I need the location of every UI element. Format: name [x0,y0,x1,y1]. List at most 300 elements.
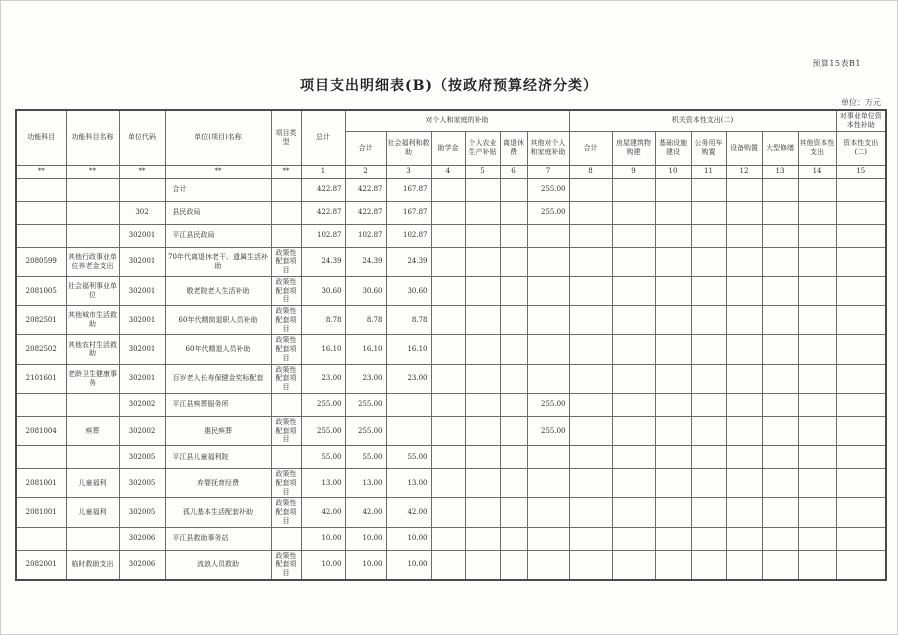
table-cell [527,306,569,335]
table-cell [726,393,762,416]
table-row [16,276,886,305]
table-cell: 县民政局 [165,201,271,224]
table-cell [655,364,691,393]
table-cell [612,393,655,416]
table-cell [726,364,762,393]
table-cell [726,498,762,527]
table-cell [836,469,886,498]
table-cell [762,550,798,580]
table-cell [762,306,798,335]
table-cell: 60年代精退人员补助 [165,335,271,364]
table-cell [691,276,726,305]
col-index: 2 [345,165,386,178]
table-cell [691,247,726,276]
table-cell [500,550,527,580]
table-cell [762,224,798,247]
table-cell: 政策性配套项目 [271,364,301,393]
table-cell [762,416,798,445]
table-cell: 2082501 [16,306,66,335]
table-cell [500,247,527,276]
col-index: ** [16,165,66,178]
table-cell [465,393,500,416]
table-cell [569,498,612,527]
table-cell [655,469,691,498]
table-cell [655,335,691,364]
table-cell: 16.10 [386,335,431,364]
table-row [16,201,886,224]
table-cell [612,416,655,445]
col-index: 15 [836,165,886,178]
table-cell [798,364,836,393]
table-cell: 42.00 [301,498,345,527]
table-cell [431,306,465,335]
table-cell: 422.87 [345,178,386,201]
table-cell [271,446,301,469]
doc-code: 预算15表B1 [812,59,861,68]
table-cell: 8.78 [345,306,386,335]
table-row [16,416,886,445]
table-row [16,446,886,469]
table-cell [500,416,527,445]
subcol-header: 合计 [569,131,612,165]
table-cell [431,335,465,364]
table-cell: 255.00 [301,393,345,416]
table-cell [655,178,691,201]
table-cell [500,527,527,550]
table-cell [465,178,500,201]
table-cell: 社会福利事业单位 [66,276,119,305]
table-cell [16,527,66,550]
table-cell [612,446,655,469]
table-cell [569,527,612,550]
table-cell [655,276,691,305]
table-cell [612,364,655,393]
table-cell [465,364,500,393]
table-cell: 政策性配套项目 [271,276,301,305]
table-cell [431,224,465,247]
table-cell [431,393,465,416]
table-cell [726,335,762,364]
table-row [16,364,886,393]
table-cell: 55.00 [301,446,345,469]
table-row [16,393,886,416]
table-cell [271,178,301,201]
table-cell: 合计 [165,178,271,201]
table-row [16,224,886,247]
table-cell [465,527,500,550]
table-cell: 302005 [119,446,165,469]
table-cell: 8.78 [386,306,431,335]
table-cell: 其他行政事业单位养老金支出 [66,247,119,276]
table-cell [527,335,569,364]
table-row [16,498,886,527]
table-cell [762,178,798,201]
table-cell [836,335,886,364]
table-cell: 10.00 [345,550,386,580]
col-header-unit-code: 单位代码 [119,110,165,165]
table-cell [500,393,527,416]
subcol-header: 个人农业生产补贴 [465,131,500,165]
table-cell [836,178,886,201]
subcol-header: 房屋建筑物购建 [612,131,655,165]
table-cell: 167.87 [386,178,431,201]
table-cell [836,247,886,276]
table-cell: 302001 [119,306,165,335]
table-cell: 平江县民政局 [165,224,271,247]
table-cell [836,550,886,580]
table-cell: 302002 [119,393,165,416]
table-cell [836,393,886,416]
subcol-header: 助学金 [431,131,465,165]
table-cell [726,224,762,247]
table-header [16,110,886,178]
table-cell: 255.00 [527,201,569,224]
table-cell [527,364,569,393]
table-cell: 60年代精简退职人员补助 [165,306,271,335]
table-cell [726,178,762,201]
table-cell: 政策性配套项目 [271,498,301,527]
table-cell: 24.39 [301,247,345,276]
table-cell: 255.00 [345,393,386,416]
table-cell: 孤儿基本生活配套补助 [165,498,271,527]
table-cell [612,306,655,335]
table-cell [762,335,798,364]
page-title: 项目支出明细表(B)（按政府预算经济分类） [299,78,599,94]
table-cell [16,446,66,469]
col-index: 11 [691,165,726,178]
table-cell [386,393,431,416]
table-cell [691,550,726,580]
table-cell [527,276,569,305]
table-cell [527,550,569,580]
table-cell [655,550,691,580]
table-cell [569,335,612,364]
table-row [16,527,886,550]
table-cell [836,416,886,445]
table-cell [271,393,301,416]
subcol-header: 资本性支出(二) [836,131,886,165]
col-index: 8 [569,165,612,178]
table-cell [798,446,836,469]
table-cell [726,446,762,469]
table-cell [500,224,527,247]
table-cell: 政策性配套项目 [271,335,301,364]
table-cell: 422.87 [301,178,345,201]
table-cell: 255.00 [301,416,345,445]
table-cell: 2081005 [16,276,66,305]
table-cell [762,446,798,469]
table-cell [798,393,836,416]
table-cell: 30.60 [301,276,345,305]
table-cell [500,276,527,305]
table-cell [431,178,465,201]
table-cell: 流浪人员救助 [165,550,271,580]
table-cell [798,201,836,224]
table-cell [16,201,66,224]
table-cell [569,446,612,469]
table-cell: 13.00 [386,469,431,498]
table-cell: 302005 [119,469,165,498]
table-cell [798,498,836,527]
table-cell [726,306,762,335]
table-cell: 弃婴抚育经费 [165,469,271,498]
table-cell [762,276,798,305]
col-index: 4 [431,165,465,178]
table-cell: 255.00 [527,416,569,445]
table-cell [655,393,691,416]
table-cell [527,527,569,550]
table-cell [691,201,726,224]
table-cell: 平江县殡葬服务所 [165,393,271,416]
table-cell [691,364,726,393]
header-index-row [16,165,886,178]
table-cell: 平江县救助事务站 [165,527,271,550]
table-cell [798,247,836,276]
table-cell: 10.00 [345,527,386,550]
table-cell [726,550,762,580]
table-cell: 2082001 [16,550,66,580]
table-cell: 302001 [119,335,165,364]
table-cell [691,416,726,445]
table-cell [569,276,612,305]
table-cell [500,469,527,498]
table-cell: 302002 [119,416,165,445]
subcol-header: 大型修缮 [762,131,798,165]
table-cell [431,469,465,498]
col-index: 3 [386,165,431,178]
table-cell [655,446,691,469]
table-cell [612,527,655,550]
table-cell [836,364,886,393]
table-cell [612,498,655,527]
table-cell [836,446,886,469]
table-cell [431,446,465,469]
expenditure-table [15,109,887,581]
table-cell [836,201,886,224]
table-cell [16,178,66,201]
table-cell: 百岁老人长寿保健金奖标配套 [165,364,271,393]
table-cell: 10.00 [301,527,345,550]
table-cell [465,335,500,364]
table-cell: 政策性配套项目 [271,550,301,580]
table-cell [465,276,500,305]
table-cell [431,550,465,580]
table-cell [527,469,569,498]
table-cell: 平江县儿童福利院 [165,446,271,469]
table-cell [691,446,726,469]
table-cell [798,550,836,580]
table-cell [726,201,762,224]
table-cell [569,247,612,276]
table-cell [569,364,612,393]
table-cell [386,416,431,445]
table-cell [691,335,726,364]
table-cell [612,178,655,201]
table-cell [691,498,726,527]
table-cell [569,201,612,224]
table-cell [798,335,836,364]
table-cell: 2081001 [16,469,66,498]
col-index: 9 [612,165,655,178]
table-cell [836,306,886,335]
table-cell [798,527,836,550]
col-header-unit-name: 单位(项目)名称 [165,110,271,165]
table-cell [431,201,465,224]
table-cell [762,527,798,550]
col-index: 13 [762,165,798,178]
table-cell [762,364,798,393]
table-cell: 16.10 [301,335,345,364]
table-cell: 8.78 [301,306,345,335]
group-header-institution-capital-subsidy: 对事业单位资本性补助 [836,110,886,131]
table-cell: 422.87 [345,201,386,224]
table-row [16,306,886,335]
table-cell [798,276,836,305]
table-cell [431,364,465,393]
table-cell [726,527,762,550]
group-header-individual-family-subsidy: 对个人和家庭的补助 [345,110,569,131]
table-cell [762,469,798,498]
table-cell [836,276,886,305]
table-cell: 10.00 [386,527,431,550]
subcol-header: 公务用车购置 [691,131,726,165]
table-cell: 殡葬 [66,416,119,445]
table-cell: 儿童福利 [66,498,119,527]
table-cell: 2080599 [16,247,66,276]
table-cell: 255.00 [345,416,386,445]
table-cell: 临时救助支出 [66,550,119,580]
table-cell [798,306,836,335]
table-cell [726,247,762,276]
table-cell [762,201,798,224]
table-cell: 13.00 [301,469,345,498]
table-cell: 302006 [119,550,165,580]
table-cell: 302001 [119,224,165,247]
table-cell [569,469,612,498]
table-cell [836,527,886,550]
table-cell [16,393,66,416]
table-cell [569,393,612,416]
table-cell: 302005 [119,498,165,527]
col-index: 6 [500,165,527,178]
col-index: ** [66,165,119,178]
table-cell [66,178,119,201]
table-cell [691,393,726,416]
table-cell [500,446,527,469]
table-cell [66,393,119,416]
table-cell [612,550,655,580]
table-cell [726,469,762,498]
table-cell: 16.10 [345,335,386,364]
table-cell: 23.00 [301,364,345,393]
table-row [16,247,886,276]
col-header-function-code: 功能科目 [16,110,66,165]
table-cell [431,498,465,527]
table-cell: 55.00 [345,446,386,469]
table-cell [655,527,691,550]
table-cell: 2082502 [16,335,66,364]
table-cell: 10.00 [301,550,345,580]
table-cell: 政策性配套项目 [271,469,301,498]
table-cell [569,306,612,335]
table-cell: 255.00 [527,393,569,416]
table-cell: 2081001 [16,498,66,527]
table-cell: 政策性配套项目 [271,306,301,335]
table-cell [691,306,726,335]
table-cell: 255.00 [527,178,569,201]
table-cell [691,178,726,201]
table-cell: 302001 [119,364,165,393]
table-cell [726,276,762,305]
table-cell [500,201,527,224]
table-cell: 政策性配套项目 [271,416,301,445]
subcol-header: 合计 [345,131,386,165]
table-cell [762,247,798,276]
col-index: 5 [465,165,500,178]
col-header-project-type: 项目类型 [271,110,301,165]
table-cell: 102.87 [386,224,431,247]
table-cell [465,446,500,469]
table-cell [691,527,726,550]
table-cell: 42.00 [386,498,431,527]
table-cell [798,224,836,247]
table-cell [465,498,500,527]
table-cell: 42.00 [345,498,386,527]
table-cell [527,224,569,247]
table-cell [465,247,500,276]
table-cell [431,416,465,445]
table-cell [500,335,527,364]
subcol-header: 设备购置 [726,131,762,165]
table-cell [798,416,836,445]
table-cell [271,527,301,550]
subcol-header: 其他对个人和家庭补助 [527,131,569,165]
table-cell [569,416,612,445]
table-cell [500,178,527,201]
table-cell [431,247,465,276]
table-cell [612,469,655,498]
col-index: 1 [301,165,345,178]
table-cell [655,224,691,247]
table-cell [612,247,655,276]
table-cell [691,224,726,247]
table-cell [465,201,500,224]
subcol-header: 社会福利和救助 [386,131,431,165]
table-cell [465,469,500,498]
table-cell [527,247,569,276]
table-cell [66,224,119,247]
table-cell [465,306,500,335]
col-index: 7 [527,165,569,178]
table-cell [836,498,886,527]
subcol-header: 离退休费 [500,131,527,165]
table-cell [655,201,691,224]
table-cell [66,446,119,469]
table-cell [569,550,612,580]
table-row [16,469,886,498]
table-cell: 敬老院老人生活补助 [165,276,271,305]
col-index: ** [271,165,301,178]
table-cell: 102.87 [345,224,386,247]
table-cell: 政策性配套项目 [271,247,301,276]
table-cell [500,306,527,335]
table-cell: 2101601 [16,364,66,393]
table-row [16,550,886,580]
table-cell: 2081004 [16,416,66,445]
table-row [16,178,886,201]
table-cell [527,446,569,469]
table-cell [836,224,886,247]
